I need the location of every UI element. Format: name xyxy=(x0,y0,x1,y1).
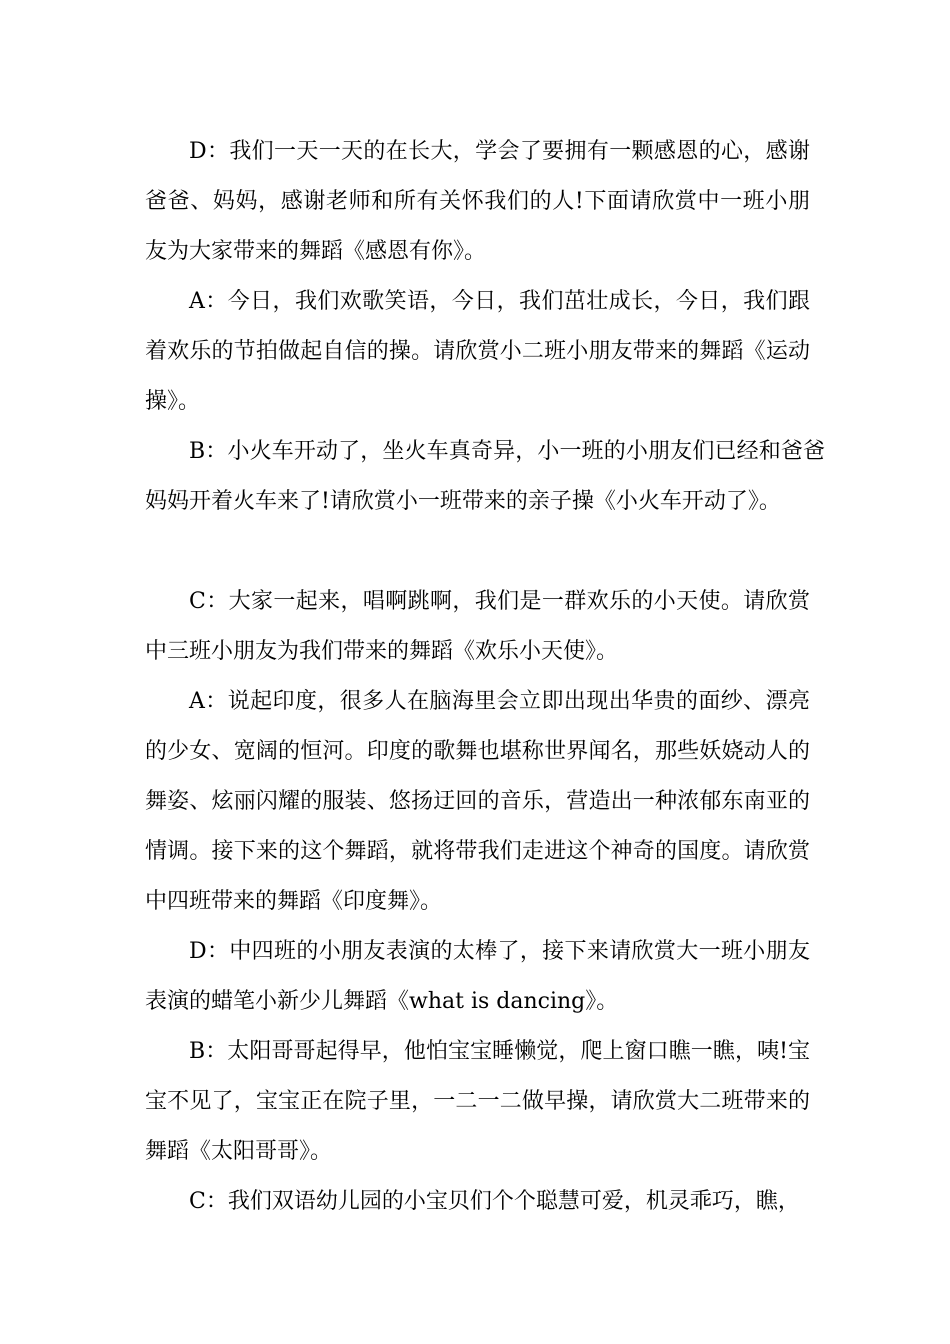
paragraph-host-a-exercise: A：今日，我们欢歌笑语，今日，我们茁壮成长，今日，我们跟着欢乐的节拍做起自信的操。请欣赏小二班小朋友带来的舞蹈《运动操》。 xyxy=(145,289,810,414)
paragraph-host-a-india: A：说起印度，很多人在脑海里会立即出现出华贵的面纱、漂亮的少女、宽阔的恒河。印度的歌舞也堪称世界闻名，那些妖娆动人的舞姿、炫丽闪耀的服装、悠扬迂回的音乐，营造出一种浓郁东南亚的情调。接下来的这个舞蹈，就将带我们走进这个神奇的国度。请欣赏中四班带来的舞蹈《印度舞》。 xyxy=(145,689,810,914)
paragraph-host-c-angels: C：大家一起来，唱啊跳啊，我们是一群欢乐的小天使。请欣赏中三班小朋友为我们带来的舞蹈《欢乐小天使》。 xyxy=(145,589,810,664)
paragraph-host-b-sun: B：太阳哥哥起得早，他怕宝宝睡懒觉，爬上窗口瞧一瞧，咦!宝宝不见了，宝宝正在院子里，一二一二做早操，请欣赏大二班带来的舞蹈《太阳哥哥》。 xyxy=(145,1039,810,1164)
paragraph-host-c-babies: C：我们双语幼儿园的小宝贝们个个聪慧可爱，机灵乖巧，瞧， xyxy=(189,1189,800,1214)
paragraph-host-d-thanks: D：我们一天一天的在长大，学会了要拥有一颗感恩的心，感谢爸爸、妈妈，感谢老师和所有关怀我们的人!下面请欣赏中一班小朋友为大家带来的舞蹈《感恩有你》。 xyxy=(145,139,810,264)
paragraph-host-b-train: B：小火车开动了，坐火车真奇异，小一班的小朋友们已经和爸爸妈妈开着火车来了!请欣赏小一班带来的亲子操《小火车开动了》。 xyxy=(145,439,825,514)
paragraph-host-d-dancing: D：中四班的小朋友表演的太棒了，接下来请欣赏大一班小朋友表演的蜡笔小新少儿舞蹈《what is dancing》。 xyxy=(145,939,810,1014)
